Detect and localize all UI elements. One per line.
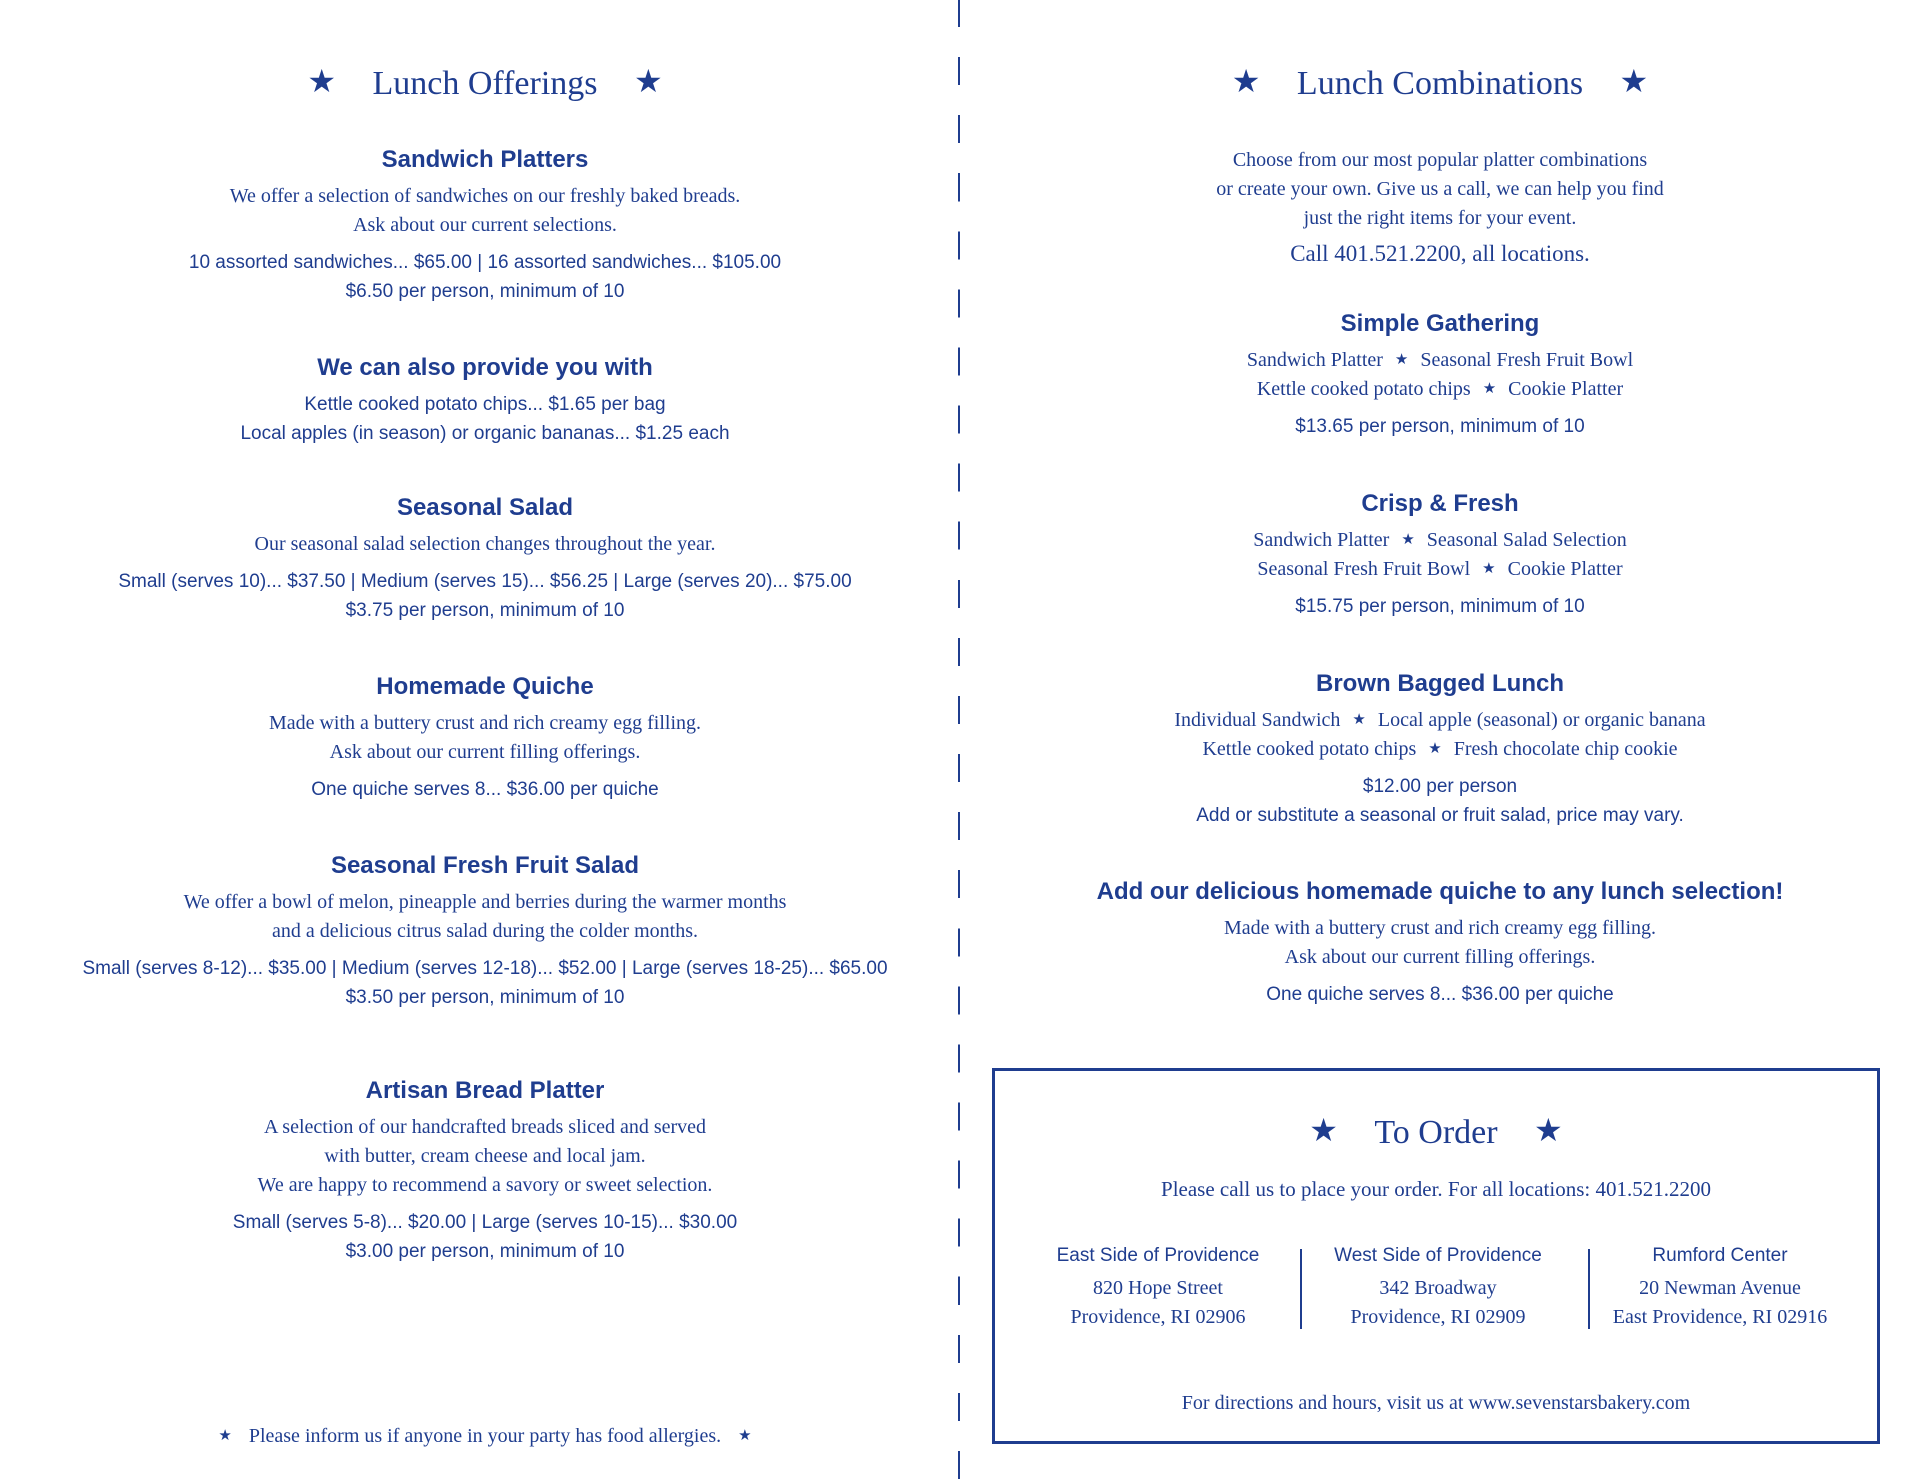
lunch-combinations-header <box>960 62 1920 103</box>
star-icon: ★ <box>1428 741 1442 757</box>
star-icon: ★ <box>218 1428 232 1444</box>
to-order-header <box>995 1111 1877 1152</box>
section-desc: Our seasonal salad selection changes throughout the year. <box>254 533 716 555</box>
addon-title: Add our delicious homemade quiche to any lunch selection! <box>1096 878 1784 905</box>
location-west-side <box>1308 1241 1568 1332</box>
section-desc: We are happy to recommend a savory or sweet selection. <box>257 1174 713 1196</box>
quiche-section <box>20 673 950 804</box>
star-icon: ★ <box>633 63 663 99</box>
combo-title: Brown Bagged Lunch <box>1316 670 1564 697</box>
combo-item: Cookie Platter <box>1507 558 1623 580</box>
also-section <box>20 354 950 448</box>
combo-item: Sandwich Platter <box>1253 529 1390 551</box>
location-street: 342 Broadway <box>1379 1277 1497 1299</box>
intro-line: or create your own. Give us a call, we can help you find <box>1216 178 1664 200</box>
section-title: We can also provide you with <box>317 354 653 381</box>
star-icon: ★ <box>1394 352 1409 368</box>
bread-section <box>20 1077 950 1266</box>
section-desc: and a delicious citrus salad during the colder months. <box>271 920 698 942</box>
location-city: Providence, RI 02909 <box>1350 1306 1526 1328</box>
section-price: One quiche serves 8... $36.00 per quiche <box>311 779 659 800</box>
combo-item: Sandwich Platter <box>1246 349 1383 371</box>
section-price: Small (serves 8-12)... $35.00 | Medium (serves 12-18)... $52.00 | Large (serves 18-25)... $65.00 <box>82 958 888 979</box>
simple-gathering-combo <box>960 310 1920 441</box>
brown-bagged-combo <box>960 670 1920 830</box>
location-name: East Side of Providence <box>1056 1245 1260 1266</box>
star-icon: ★ <box>1352 712 1366 728</box>
sandwich-section <box>20 146 950 306</box>
section-price: $3.00 per person, minimum of 10 <box>345 1241 625 1262</box>
combo-item: Seasonal Fresh Fruit Bowl <box>1257 558 1471 580</box>
crisp-fresh-combo <box>960 490 1920 621</box>
quiche-addon <box>960 878 1920 1009</box>
combo-items <box>960 706 1920 735</box>
section-title: Seasonal Salad <box>396 494 574 521</box>
addon-desc: Made with a buttery crust and rich creamy egg filling. <box>1223 917 1657 939</box>
combo-price: $15.75 per person, minimum of 10 <box>1295 596 1585 617</box>
combo-title: Crisp & Fresh <box>1361 490 1519 517</box>
seasonal-salad-section <box>20 494 950 625</box>
section-title: Seasonal Fresh Fruit Salad <box>330 852 640 879</box>
combinations-intro <box>960 146 1920 268</box>
section-title: Artisan Bread Platter <box>365 1077 605 1104</box>
star-icon: ★ <box>307 63 337 99</box>
location-city: East Providence, RI 02916 <box>1612 1306 1828 1328</box>
section-price: 10 assorted sandwiches... $65.00 | 16 assorted sandwiches... $105.00 <box>188 252 782 273</box>
combo-item: Fresh chocolate chip cookie <box>1453 738 1678 760</box>
allergy-note <box>20 1422 950 1451</box>
section-desc: Made with a buttery crust and rich creamy egg filling. <box>268 712 702 734</box>
section-desc: We offer a selection of sandwiches on our freshly baked breads. <box>229 185 741 207</box>
section-desc: with butter, cream cheese and local jam. <box>324 1145 646 1167</box>
section-title: Sandwich Platters <box>381 146 589 173</box>
combo-items <box>960 526 1920 555</box>
location-street: 20 Newman Avenue <box>1639 1277 1801 1299</box>
section-desc: Ask about our current filling offerings. <box>329 741 641 763</box>
combo-title: Simple Gathering <box>1340 310 1540 337</box>
combo-item: Seasonal Fresh Fruit Bowl <box>1420 349 1634 371</box>
combo-item: Local apple (seasonal) or organic banana <box>1377 709 1706 731</box>
star-icon: ★ <box>1482 561 1496 577</box>
location-rumford <box>1590 1241 1850 1332</box>
location-street: 820 Hope Street <box>1093 1277 1223 1299</box>
combo-items <box>960 375 1920 404</box>
combo-price: $12.00 per person <box>1362 776 1518 797</box>
section-desc: We offer a bowl of melon, pineapple and berries during the warmer months <box>183 891 787 913</box>
to-order-title: To Order <box>1374 1114 1498 1151</box>
section-item: Local apples (in season) or organic bananas... $1.25 each <box>240 423 730 444</box>
combo-item: Kettle cooked potato chips <box>1202 738 1417 760</box>
combo-item: Cookie Platter <box>1508 378 1624 400</box>
page-title: Lunch Combinations <box>1296 65 1584 102</box>
location-city: Providence, RI 02906 <box>1070 1306 1246 1328</box>
location-east-side <box>1028 1241 1288 1332</box>
section-title: Homemade Quiche <box>376 673 594 700</box>
star-icon: ★ <box>1401 532 1415 548</box>
location-separator <box>1300 1249 1302 1329</box>
addon-price: One quiche serves 8... $36.00 per quiche <box>1266 984 1614 1005</box>
combo-items <box>960 555 1920 584</box>
to-order-box <box>992 1068 1880 1444</box>
fruit-salad-section <box>20 852 950 1012</box>
location-name: West Side of Providence <box>1334 1245 1542 1266</box>
intro-line: just the right items for your event. <box>1303 207 1577 229</box>
section-price: Small (serves 10)... $37.50 | Medium (serves 15)... $56.25 | Large (serves 20)... $75.00 <box>118 571 852 592</box>
addon-desc: Ask about our current filling offerings. <box>1284 946 1596 968</box>
star-icon: ★ <box>1231 63 1261 99</box>
section-price: Small (serves 5-8)... $20.00 | Large (serves 10-15)... $30.00 <box>232 1212 738 1233</box>
combo-item: Kettle cooked potato chips <box>1256 378 1471 400</box>
allergy-text: Please inform us if anyone in your party has food allergies. <box>248 1425 722 1447</box>
section-desc: Ask about our current selections. <box>353 214 617 236</box>
section-desc: A selection of our handcrafted breads sliced and served <box>263 1116 707 1138</box>
section-price: $3.75 per person, minimum of 10 <box>345 600 625 621</box>
star-icon: ★ <box>1619 63 1649 99</box>
star-icon: ★ <box>1482 381 1497 397</box>
section-price: $6.50 per person, minimum of 10 <box>345 281 625 302</box>
call-line: Call 401.521.2200, all locations. <box>1290 241 1590 266</box>
location-name: Rumford Center <box>1652 1245 1788 1266</box>
directions-line: For directions and hours, visit us at www.sevenstarsbakery.com <box>1181 1392 1691 1414</box>
combo-item: Seasonal Salad Selection <box>1426 529 1627 551</box>
page-title: Lunch Offerings <box>372 65 598 102</box>
section-item: Kettle cooked potato chips... $1.65 per bag <box>304 394 666 415</box>
combo-item: Individual Sandwich <box>1174 709 1341 731</box>
intro-line: Choose from our most popular platter combinations <box>1232 149 1648 171</box>
section-price: $3.50 per person, minimum of 10 <box>345 987 625 1008</box>
combo-note: Add or substitute a seasonal or fruit salad, price may vary. <box>1196 805 1684 826</box>
star-icon: ★ <box>1309 1112 1338 1148</box>
lunch-offerings-header <box>20 62 950 103</box>
star-icon: ★ <box>1534 1112 1563 1148</box>
combo-items <box>960 346 1920 375</box>
combo-price: $13.65 per person, minimum of 10 <box>1295 416 1585 437</box>
order-phone-line: Please call us to place your order. For all locations: 401.521.2200 <box>1161 1177 1711 1201</box>
star-icon: ★ <box>738 1428 752 1444</box>
combo-items <box>960 735 1920 764</box>
